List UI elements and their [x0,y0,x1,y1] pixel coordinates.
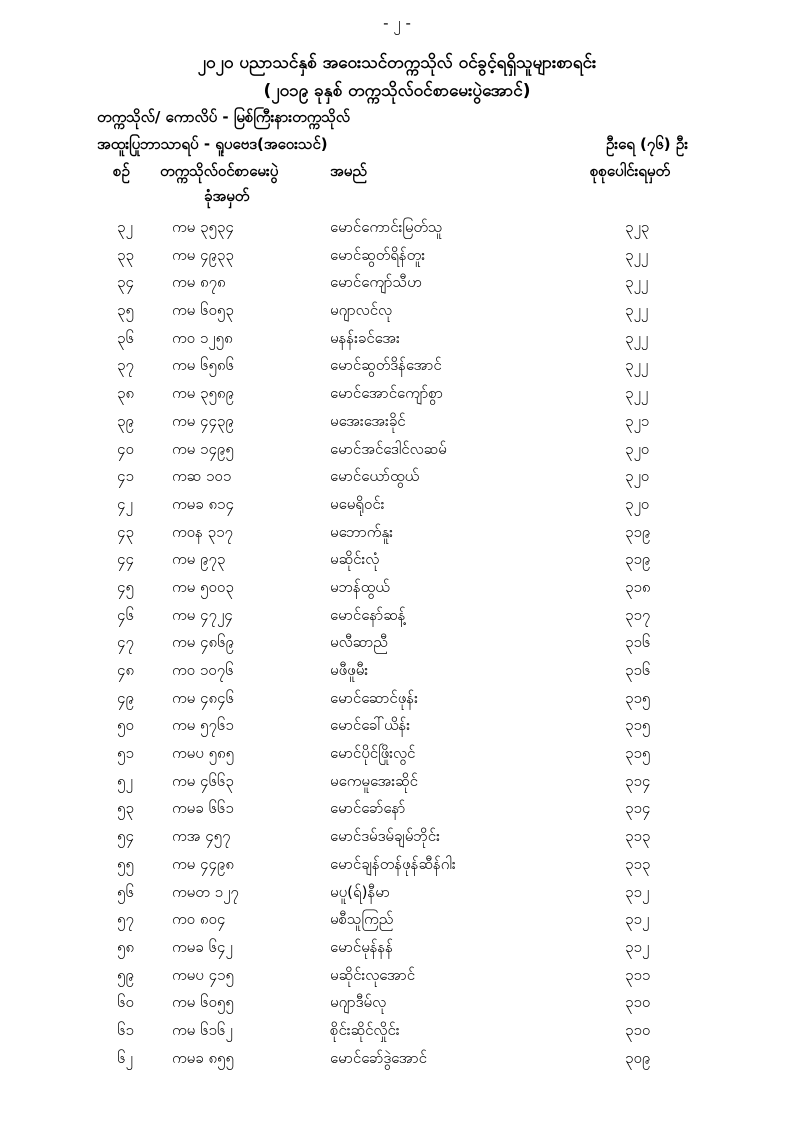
row-name: မလီဆာညီ [330,633,388,652]
row-no: ၃၉ [117,411,134,430]
row-name: မကေမူအေးဆိုင် [330,771,418,790]
row-no: ၄၁ [117,467,134,486]
row-reg-number: ကမပ ၄၁၅ [172,965,234,984]
row-name: စိုင်းဆိုင်လှိုင်း [330,1020,400,1039]
table-row [0,491,794,519]
results-list [0,214,794,1072]
row-name: မောင်ဆွတ်ဒိန်အောင် [330,356,442,375]
table-row [0,297,794,325]
table-row [0,795,794,823]
row-name: မဂျာလင်လု [330,301,393,320]
row-reg-number: ကဝန ၃၁၇ [172,522,233,541]
row-marks: ၃၁၄ [625,771,651,790]
row-reg-number: ကမ ၄၄၉၈ [172,854,234,873]
count-line: ဦးရေ (၇၆) ဦး [605,135,688,153]
row-name: မောင်အောင်ကျော်စွာ [330,384,443,403]
table-row [0,768,794,796]
row-reg-number: ကမ ၄၈၆၉ [172,633,234,652]
table-row [0,436,794,464]
row-reg-number: ကဝ ၁၂၅၈ [172,328,233,347]
row-name: မောင်ဆောင်ဖုန်း [330,688,418,707]
row-no: ၄၀ [117,439,134,458]
row-marks: ၃၀၉ [625,1048,651,1067]
row-name: မဖီဖူမီး [330,661,369,679]
row-name: မောင်ပိုင်ဖြိုးလွင် [330,744,416,763]
row-name: မောင်အင်ဒေါင်လဆမ် [330,439,447,458]
row-no: ၅၇ [117,910,134,929]
table-row [0,879,794,907]
table-row [0,657,794,685]
table-row [0,851,794,879]
row-marks: ၃၁၅ [625,716,651,735]
row-no: ၆၂ [117,1048,133,1067]
row-name: မဆိုင်းလုအောင် [330,965,416,984]
university-line: တက္ကသိုလ်/ ကောလိပ် - မြစ်ကြီးနားတက္ကသိုလ် [97,108,350,126]
row-name: မဂျာဒီမ်လု [330,993,387,1012]
page-number: - ၂ - [383,14,411,32]
table-row [0,1045,794,1073]
table-row [0,740,794,768]
table-row [0,602,794,630]
row-marks: ၃၂၂ [625,384,649,403]
row-no: ၄၂ [117,494,133,513]
row-no: ၃၂ [117,218,133,236]
row-marks: ၃၁၉ [625,550,651,569]
table-row [0,380,794,408]
table-row [0,962,794,990]
row-reg-number: ကမ ၄၇၂၄ [172,605,233,624]
table-row [0,325,794,353]
row-reg-number: ကမ ၉၇၃ [172,550,226,569]
table-row [0,906,794,934]
row-no: ၅၁ [117,744,134,763]
row-name: မပူ(ရ်)နီမာ [330,882,390,901]
row-name: မဆိုင်းလုံ [330,550,380,569]
row-reg-number: ကမခ ၆၆၁ [172,799,234,818]
row-marks: ၃၁၈ [625,577,651,596]
row-name: မောင်နော်ဆန့် [330,605,406,624]
row-reg-number: ကမ ၆၀၅၃ [172,301,234,320]
row-reg-number: ကမခ ၈၁၄ [172,494,234,513]
row-marks: ၃၁၂ [625,910,650,929]
major-line: အထူးပြုဘာသာရပ် - ရူပဗေဒ(အဝေးသင်) [97,135,328,153]
row-name: မဘောက်နူး [330,522,393,541]
row-no: ၆၀ [117,993,134,1012]
row-reg-number: ကမ ၄၆၆၃ [172,771,234,790]
row-no: ၄၃ [117,522,134,541]
row-marks: ၃၂၀ [625,494,650,513]
row-reg-number: ကမ ၈၇၈ [172,273,226,292]
row-no: ၅၈ [117,937,135,956]
row-no: ၃၄ [117,273,134,292]
row-name: မဘန်ထွယ် [330,577,390,596]
row-marks: ၃၂၂ [625,245,649,264]
row-reg-number: ကမ ၆၀၅၅ [172,993,234,1012]
table-row [0,574,794,602]
row-reg-number: ကမ ၃၅၃၄ [172,218,234,236]
row-reg-number: ကမ ၃၅၈၉ [172,384,234,403]
row-reg-number: ကမပ ၅၈၅ [172,744,235,763]
table-row [0,685,794,713]
row-name: မောင်ကောင်းမြတ်သူ [330,218,443,236]
row-marks: ၃၁၀ [625,1020,651,1039]
row-no: ၄၈ [117,661,135,679]
table-row [0,269,794,297]
row-name: မောင်မုန်နန် [330,937,394,956]
row-marks: ၃၂၂ [625,328,649,347]
row-name: မမေရိုဝင်း [330,494,385,513]
table-row [0,242,794,270]
row-marks: ၃၁၂ [625,937,650,956]
row-name: မောင်ချန်တန်ဖုန်ဆီန်ဂါး [330,854,456,873]
row-no: ၃၈ [117,384,135,403]
header-no: စဉ် [113,162,130,180]
row-no: ၅၄ [117,827,134,846]
row-name: မောင်ဒမ်ဒမ်ချမ်ဘိုင်း [330,827,440,846]
table-row [0,989,794,1017]
row-marks: ၃၁၇ [625,605,651,624]
row-no: ၅၉ [117,965,134,984]
row-marks: ၃၂၂ [625,273,649,292]
row-no: ၅၂ [117,771,133,790]
header-reg-line2: ခုံအမှတ် [204,187,250,205]
table-row [0,629,794,657]
row-reg-number: ကမ ၁၄၉၅ [172,439,234,458]
row-marks: ၃၂၂ [625,356,649,375]
row-reg-number: ကဝ ၈၀၄ [172,910,226,929]
row-marks: ၃၁၂ [625,882,650,901]
table-row [0,463,794,491]
row-name: မောင်ခော်ဒွဲအောင် [330,1048,428,1067]
row-marks: ၃၂၃ [625,218,650,236]
row-name: မအေးအေးခိုင် [330,411,406,430]
row-no: ၃၃ [117,245,134,264]
row-name: မောင်ခော်နော် [330,799,406,818]
row-reg-number: ကဝ ၁၀၇၆ [172,661,234,679]
row-no: ၄၉ [117,688,134,707]
row-marks: ၃၁၁ [625,965,651,984]
row-marks: ၃၂၀ [625,467,650,486]
row-no: ၅၃ [117,799,134,818]
row-marks: ၃၁၅ [625,688,651,707]
row-no: ၅၀ [117,716,134,735]
row-name: မောင်ခေါ်ယိန်း [330,716,411,735]
row-marks: ၃၁၀ [625,993,651,1012]
header-marks: စုစုပေါင်းရမှတ် [590,162,671,180]
row-reg-number: ကမခ ၆၄၂ [172,937,233,956]
table-row [0,214,794,242]
row-no: ၅၆ [117,882,134,901]
row-reg-number: ကအ ၄၅၇ [172,827,231,846]
row-marks: ၃၁၃ [625,827,651,846]
row-reg-number: ကမခ ၈၅၅ [172,1048,234,1067]
table-row [0,352,794,380]
row-reg-number: ကမ ၅၀၀၃ [172,577,234,596]
row-name: မနန်းခင်အေး [330,328,400,347]
table-row [0,519,794,547]
document-title: ၂၀၂၀ ပညာသင်နှစ် အဝေးသင်တက္ကသိုလ် ဝင်ခွင့်ရရှိသူများစာရင်း [197,53,597,73]
row-marks: ၃၁၃ [625,854,651,873]
table-row [0,712,794,740]
row-reg-number: ကမ ၆၁၆၂ [172,1020,233,1039]
row-no: ၆၁ [117,1020,134,1039]
row-marks: ၃၁၅ [625,744,651,763]
table-row [0,1017,794,1045]
header-name: အမည် [330,162,367,180]
row-reg-number: ကမ ၄၉၃၃ [172,245,234,264]
row-no: ၃၇ [117,356,134,375]
document-subtitle: (၂၀၁၉ ခုနှစ် တက္ကသိုလ်ဝင်စာမေးပွဲအောင်) [263,81,531,101]
row-name: မောင်ယော်ထွယ် [330,467,420,486]
row-marks: ၃၂၀ [625,439,650,458]
row-no: ၅၅ [117,854,134,873]
row-no: ၄၇ [117,633,134,652]
row-marks: ၃၂၂ [625,301,649,320]
table-row [0,823,794,851]
row-no: ၄၄ [117,550,134,569]
row-no: ၃၅ [117,301,134,320]
row-marks: ၃၁၆ [625,661,651,679]
row-reg-number: ကဆ ၁၀၁ [172,467,232,486]
row-no: ၄၅ [117,577,134,596]
row-marks: ၃၁၉ [625,522,651,541]
row-marks: ၃၂၁ [625,411,650,430]
row-marks: ၃၁၆ [625,633,651,652]
row-marks: ၃၁၄ [625,799,651,818]
row-reg-number: ကမ ၅၇၆၁ [172,716,234,735]
table-row [0,934,794,962]
table-row [0,408,794,436]
row-reg-number: ကမ ၄၄၃၉ [172,411,234,430]
header-reg: တက္ကသိုလ်ဝင်စာမေးပွဲ [160,162,279,180]
row-reg-number: ကမ ၆၅၈၆ [172,356,234,375]
row-no: ၃၆ [117,328,134,347]
row-name: မစီသူကြည် [330,910,394,929]
row-no: ၄၆ [117,605,134,624]
row-reg-number: ကမတ ၁၂၇ [172,882,239,901]
table-row [0,546,794,574]
row-name: မောင်ဆွတ်ရိန်တူး [330,245,426,264]
row-name: မောင်ကျော်သီဟ [330,273,422,292]
row-reg-number: ကမ ၄၈၄၆ [172,688,234,707]
